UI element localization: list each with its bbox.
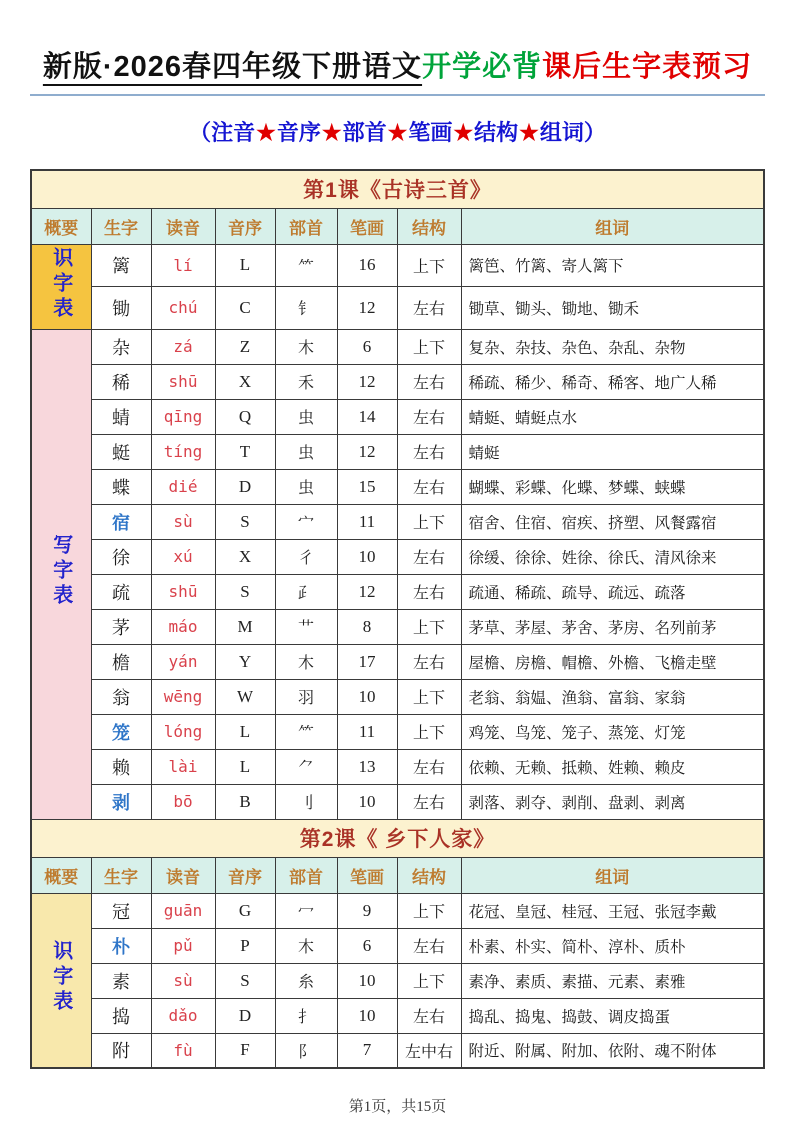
- structure-cell: 左右: [397, 644, 461, 679]
- word-group-cell: 徐缓、徐徐、姓徐、徐氏、清风徐来: [461, 539, 764, 574]
- alphabet-order-cell: Q: [215, 399, 275, 434]
- vocab-table-body: [31, 170, 764, 1068]
- character-cell: 锄: [91, 287, 151, 330]
- column-header-部首: 部首: [275, 208, 337, 244]
- structure-cell: 上下: [397, 893, 461, 928]
- structure-cell: 上下: [397, 504, 461, 539]
- pinyin-cell: sù: [151, 963, 215, 998]
- overview-label: 识字表: [49, 246, 72, 322]
- character-cell: 素: [91, 963, 151, 998]
- radical-cell: 木: [275, 329, 337, 364]
- column-header-生字: 生字: [91, 208, 151, 244]
- section-title: 第2课《 乡下人家》: [31, 819, 764, 857]
- pinyin-cell: wēng: [151, 679, 215, 714]
- column-header-读音: 读音: [151, 857, 215, 893]
- radical-cell: 艹: [275, 609, 337, 644]
- radical-cell: 羽: [275, 679, 337, 714]
- subtitle-word: 部首: [342, 120, 387, 145]
- character-cell: 赖: [91, 749, 151, 784]
- character-cell: 疏: [91, 574, 151, 609]
- subtitle-word: 音序: [276, 120, 321, 145]
- stroke-count-cell: 10: [337, 998, 397, 1033]
- column-header-概要: 概要: [31, 208, 91, 244]
- radical-cell: 刂: [275, 784, 337, 819]
- pinyin-cell: qīng: [151, 399, 215, 434]
- word-group-cell: 蜻蜓、蜻蜓点水: [461, 399, 764, 434]
- column-header-row: [31, 208, 764, 244]
- pinyin-cell: tíng: [151, 434, 215, 469]
- stroke-count-cell: 10: [337, 784, 397, 819]
- structure-cell: 左右: [397, 784, 461, 819]
- stroke-count-cell: 10: [337, 679, 397, 714]
- stroke-count-cell: 6: [337, 329, 397, 364]
- structure-cell: 左右: [397, 469, 461, 504]
- radical-cell: 钅: [275, 287, 337, 330]
- star-icon: ★: [519, 120, 539, 145]
- pinyin-cell: shū: [151, 364, 215, 399]
- word-group-cell: 剥落、剥夺、剥削、盘剥、剥离: [461, 784, 764, 819]
- table-row: [31, 749, 764, 784]
- stroke-count-cell: 11: [337, 504, 397, 539]
- character-cell: 笼: [91, 714, 151, 749]
- radical-cell: 木: [275, 644, 337, 679]
- radical-cell: 虫: [275, 434, 337, 469]
- alphabet-order-cell: Z: [215, 329, 275, 364]
- structure-cell: 上下: [397, 963, 461, 998]
- column-header-音序: 音序: [215, 857, 275, 893]
- pinyin-cell: pǔ: [151, 928, 215, 963]
- structure-cell: 左中右: [397, 1033, 461, 1068]
- page-subtitle: [30, 116, 765, 147]
- overview-cell: [31, 244, 91, 329]
- stroke-count-cell: 15: [337, 469, 397, 504]
- table-row: [31, 1033, 764, 1068]
- structure-cell: 左右: [397, 928, 461, 963]
- table-row: [31, 504, 764, 539]
- stroke-count-cell: 12: [337, 287, 397, 330]
- alphabet-order-cell: M: [215, 609, 275, 644]
- alphabet-order-cell: X: [215, 364, 275, 399]
- column-header-概要: 概要: [31, 857, 91, 893]
- character-cell: 翁: [91, 679, 151, 714]
- character-cell: 蜻: [91, 399, 151, 434]
- word-group-cell: 老翁、翁媪、渔翁、富翁、家翁: [461, 679, 764, 714]
- overview-cell: [31, 329, 91, 819]
- table-row: [31, 287, 764, 330]
- section-bar-row: [31, 819, 764, 857]
- alphabet-order-cell: S: [215, 963, 275, 998]
- stroke-count-cell: 17: [337, 644, 397, 679]
- stroke-count-cell: 7: [337, 1033, 397, 1068]
- overview-cell: [31, 893, 91, 1068]
- table-row: [31, 928, 764, 963]
- star-icon: ★: [321, 120, 342, 145]
- column-header-row: [31, 857, 764, 893]
- structure-cell: 左右: [397, 749, 461, 784]
- pinyin-cell: sù: [151, 504, 215, 539]
- subtitle-close-paren: ）: [583, 120, 606, 145]
- pinyin-cell: lài: [151, 749, 215, 784]
- column-header-笔画: 笔画: [337, 208, 397, 244]
- radical-cell: ⺮: [275, 714, 337, 749]
- column-header-组词: 组词: [461, 208, 764, 244]
- stroke-count-cell: 12: [337, 364, 397, 399]
- pinyin-cell: máo: [151, 609, 215, 644]
- star-icon: ★: [453, 120, 474, 145]
- word-group-cell: 屋檐、房檐、帽檐、外檐、飞檐走壁: [461, 644, 764, 679]
- column-header-生字: 生字: [91, 857, 151, 893]
- character-cell: 捣: [91, 998, 151, 1033]
- alphabet-order-cell: T: [215, 434, 275, 469]
- stroke-count-cell: 10: [337, 963, 397, 998]
- character-cell: 稀: [91, 364, 151, 399]
- alphabet-order-cell: D: [215, 469, 275, 504]
- character-cell: 茅: [91, 609, 151, 644]
- table-row: [31, 644, 764, 679]
- word-group-cell: 素净、素质、素描、元素、素雅: [461, 963, 764, 998]
- subtitle-word: 注音: [211, 120, 256, 145]
- column-header-音序: 音序: [215, 208, 275, 244]
- word-group-cell: 依赖、无赖、抵赖、姓赖、赖皮: [461, 749, 764, 784]
- table-row: [31, 998, 764, 1033]
- stroke-count-cell: 12: [337, 574, 397, 609]
- radical-cell: 扌: [275, 998, 337, 1033]
- pinyin-cell: chú: [151, 287, 215, 330]
- alphabet-order-cell: X: [215, 539, 275, 574]
- structure-cell: 左右: [397, 539, 461, 574]
- title-green-segment: 开学必背: [422, 51, 543, 83]
- subtitle-word: 组词: [539, 120, 584, 145]
- stroke-count-cell: 8: [337, 609, 397, 644]
- alphabet-order-cell: Y: [215, 644, 275, 679]
- section-bar-row: [31, 170, 764, 208]
- character-cell: 蝶: [91, 469, 151, 504]
- word-group-cell: 附近、附属、附加、依附、魂不附体: [461, 1033, 764, 1068]
- table-row: [31, 574, 764, 609]
- alphabet-order-cell: L: [215, 749, 275, 784]
- word-group-cell: 蝴蝶、彩蝶、化蝶、梦蝶、蛱蝶: [461, 469, 764, 504]
- table-row: [31, 329, 764, 364]
- pinyin-cell: lí: [151, 244, 215, 287]
- word-group-cell: 鸡笼、鸟笼、笼子、蒸笼、灯笼: [461, 714, 764, 749]
- overview-label: 写字表: [49, 534, 72, 609]
- word-group-cell: 宿舍、住宿、宿疾、挤塑、风餐露宿: [461, 504, 764, 539]
- column-header-组词: 组词: [461, 857, 764, 893]
- character-cell: 冠: [91, 893, 151, 928]
- stroke-count-cell: 6: [337, 928, 397, 963]
- radical-cell: ⺪: [275, 574, 337, 609]
- subtitle-open-paren: （: [189, 120, 212, 145]
- pinyin-cell: lóng: [151, 714, 215, 749]
- word-group-cell: 朴素、朴实、简朴、淳朴、质朴: [461, 928, 764, 963]
- structure-cell: 上下: [397, 714, 461, 749]
- word-group-cell: 复杂、杂技、杂色、杂乱、杂物: [461, 329, 764, 364]
- pinyin-cell: dǎo: [151, 998, 215, 1033]
- character-cell: 檐: [91, 644, 151, 679]
- radical-cell: 虫: [275, 469, 337, 504]
- title-black-segment: 新版·2026春四年级下册语文: [42, 51, 423, 83]
- alphabet-order-cell: C: [215, 287, 275, 330]
- pinyin-cell: zá: [151, 329, 215, 364]
- character-cell: 杂: [91, 329, 151, 364]
- character-cell: 剥: [91, 784, 151, 819]
- page-title: [30, 44, 765, 96]
- pinyin-cell: bō: [151, 784, 215, 819]
- column-header-部首: 部首: [275, 857, 337, 893]
- table-row: [31, 714, 764, 749]
- character-cell: 蜓: [91, 434, 151, 469]
- stroke-count-cell: 10: [337, 539, 397, 574]
- table-row: [31, 893, 764, 928]
- column-header-笔画: 笔画: [337, 857, 397, 893]
- word-group-cell: 捣乱、捣鬼、捣鼓、调皮捣蛋: [461, 998, 764, 1033]
- alphabet-order-cell: D: [215, 998, 275, 1033]
- character-cell: 朴: [91, 928, 151, 963]
- word-group-cell: 篱笆、竹篱、寄人篱下: [461, 244, 764, 287]
- radical-cell: 糸: [275, 963, 337, 998]
- word-group-cell: 锄草、锄头、锄地、锄禾: [461, 287, 764, 330]
- overview-label: 识字表: [49, 940, 72, 1016]
- character-cell: 篱: [91, 244, 151, 287]
- alphabet-order-cell: W: [215, 679, 275, 714]
- word-group-cell: 蜻蜓: [461, 434, 764, 469]
- structure-cell: 上下: [397, 679, 461, 714]
- structure-cell: 左右: [397, 287, 461, 330]
- table-row: [31, 244, 764, 287]
- star-icon: ★: [387, 120, 408, 145]
- character-cell: 附: [91, 1033, 151, 1068]
- table-row: [31, 364, 764, 399]
- stroke-count-cell: 16: [337, 244, 397, 287]
- alphabet-order-cell: B: [215, 784, 275, 819]
- column-header-结构: 结构: [397, 857, 461, 893]
- pinyin-cell: guān: [151, 893, 215, 928]
- subtitle-word: 笔画: [408, 120, 453, 145]
- word-group-cell: 花冠、皇冠、桂冠、王冠、张冠李戴: [461, 893, 764, 928]
- radical-cell: 阝: [275, 1033, 337, 1068]
- alphabet-order-cell: P: [215, 928, 275, 963]
- word-group-cell: 茅草、茅屋、茅舍、茅房、名列前茅: [461, 609, 764, 644]
- alphabet-order-cell: F: [215, 1033, 275, 1068]
- stroke-count-cell: 14: [337, 399, 397, 434]
- table-row: [31, 434, 764, 469]
- word-group-cell: 疏通、稀疏、疏导、疏远、疏落: [461, 574, 764, 609]
- alphabet-order-cell: S: [215, 574, 275, 609]
- radical-cell: 宀: [275, 504, 337, 539]
- star-icon: ★: [256, 120, 276, 145]
- radical-cell: ⺈: [275, 749, 337, 784]
- stroke-count-cell: 13: [337, 749, 397, 784]
- table-row: [31, 609, 764, 644]
- radical-cell: 禾: [275, 364, 337, 399]
- structure-cell: 上下: [397, 244, 461, 287]
- word-group-cell: 稀疏、稀少、稀奇、稀客、地广人稀: [461, 364, 764, 399]
- structure-cell: 左右: [397, 364, 461, 399]
- stroke-count-cell: 11: [337, 714, 397, 749]
- column-header-结构: 结构: [397, 208, 461, 244]
- stroke-count-cell: 12: [337, 434, 397, 469]
- alphabet-order-cell: L: [215, 244, 275, 287]
- alphabet-order-cell: G: [215, 893, 275, 928]
- table-row: [31, 679, 764, 714]
- character-cell: 徐: [91, 539, 151, 574]
- table-row: [31, 963, 764, 998]
- structure-cell: 左右: [397, 574, 461, 609]
- structure-cell: 左右: [397, 998, 461, 1033]
- structure-cell: 上下: [397, 609, 461, 644]
- table-row: [31, 469, 764, 504]
- title-red-segment: 课后生字表预习: [542, 51, 753, 83]
- section-title: 第1课《古诗三首》: [31, 170, 764, 208]
- structure-cell: 上下: [397, 329, 461, 364]
- table-row: [31, 784, 764, 819]
- stroke-count-cell: 9: [337, 893, 397, 928]
- radical-cell: 冖: [275, 893, 337, 928]
- pinyin-cell: fù: [151, 1033, 215, 1068]
- pinyin-cell: shū: [151, 574, 215, 609]
- radical-cell: 虫: [275, 399, 337, 434]
- pinyin-cell: xú: [151, 539, 215, 574]
- radical-cell: 木: [275, 928, 337, 963]
- radical-cell: ⺮: [275, 244, 337, 287]
- radical-cell: 彳: [275, 539, 337, 574]
- column-header-读音: 读音: [151, 208, 215, 244]
- page-footer: 第1页，共15页: [348, 1099, 447, 1115]
- pinyin-cell: yán: [151, 644, 215, 679]
- structure-cell: 左右: [397, 399, 461, 434]
- vocab-table: [30, 169, 765, 1069]
- alphabet-order-cell: L: [215, 714, 275, 749]
- table-row: [31, 399, 764, 434]
- character-cell: 宿: [91, 504, 151, 539]
- alphabet-order-cell: S: [215, 504, 275, 539]
- subtitle-word: 结构: [474, 120, 519, 145]
- structure-cell: 左右: [397, 434, 461, 469]
- table-row: [31, 539, 764, 574]
- pinyin-cell: dié: [151, 469, 215, 504]
